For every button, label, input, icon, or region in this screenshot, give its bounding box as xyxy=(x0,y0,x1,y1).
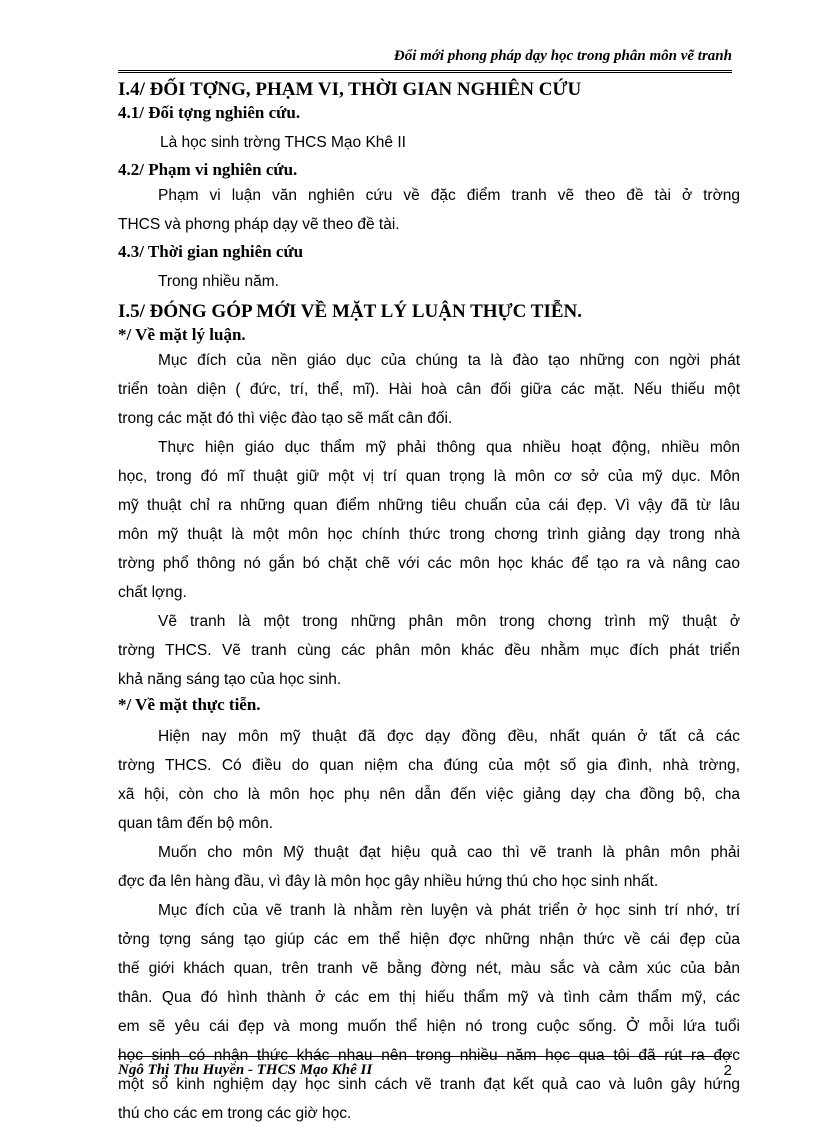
practice-paragraph-2 xyxy=(118,838,740,896)
page-footer xyxy=(118,1062,732,1079)
theory-paragraph-3 xyxy=(118,607,740,694)
text-line: thú cho các em trong các giờ học. xyxy=(118,1105,352,1122)
text-line: trờng THCS. Có điều do quan niệm cha đúng của một số gia đình, nhà trờng, xyxy=(118,757,740,774)
theory-subheading: */ Về mặt lý luận. xyxy=(118,325,246,344)
text-line: tởng tợng sáng tạo giúp các em thể hiện đợc những nhận thức về cái đẹp của xyxy=(118,931,740,948)
text-line: Muốn cho môn Mỹ thuật đạt hiệu quả cao thì vẽ tranh là phân môn phải xyxy=(158,844,740,861)
page-content xyxy=(118,78,740,1128)
text-line: THCS và phơng pháp dạy vẽ theo đề tài. xyxy=(118,216,400,233)
text-line: mỹ thuật chỉ ra những quan điểm những tiêu chuẩn của cái đẹp. Vì vậy đã từ lâu xyxy=(118,497,740,514)
footer-author: Ngô Thị Thu Huyền - THCS Mạo Khê II xyxy=(118,1062,373,1078)
text-line: Mục đích của vẽ tranh là nhằm rèn luyện và phát triển ở học sinh trí nhớ, trí xyxy=(158,902,740,919)
text-line: Phạm vi luận văn nghiên cứu về đặc điểm tranh vẽ theo đề tài ở trờng xyxy=(158,187,740,204)
section-1-4-title: I.4/ ĐỐI TỢNG, PHẠM VI, THỜI GIAN NGHIÊN CỨU xyxy=(118,79,582,100)
theory-paragraph-1 xyxy=(118,346,740,433)
text-line: môn mỹ thuật là một môn học chính thức trong chơng trình giảng dạy trong nhà xyxy=(118,526,740,543)
practice-paragraph-1 xyxy=(118,722,740,838)
text-line: trong các mặt đó thì việc đào tạo sẽ mất cân đối. xyxy=(118,410,453,427)
section-4-2-paragraph xyxy=(118,181,740,239)
header-rule xyxy=(118,70,732,73)
running-header: Đổi mới phong pháp dạy học trong phân môn vẽ tranh xyxy=(393,48,732,64)
text-line: Thực hiện giáo dục thẩm mỹ phải thông qua nhiều hoạt động, nhiều môn xyxy=(158,439,740,456)
practice-paragraph-3 xyxy=(118,896,740,1128)
text-line: quan tâm đến bộ môn. xyxy=(118,815,274,832)
section-4-3-title: 4.3/ Thời gian nghiên cứu xyxy=(118,242,304,261)
text-line: học, trong đó mĩ thuật giữ một vị trí quan trọng là môn cơ sở của mỹ dục. Môn xyxy=(118,468,740,485)
theory-paragraph-2 xyxy=(118,433,740,607)
text-line: thế giới khách quan, trên tranh vẽ bằng đờng nét, màu sắc và cảm xúc của bản xyxy=(118,960,740,977)
section-4-1-text: Là học sinh trờng THCS Mạo Khê II xyxy=(160,134,406,151)
section-1-5-title: I.5/ ĐÓNG GÓP MỚI VỀ MẶT LÝ LUẬN THỰC TIỄN. xyxy=(118,301,582,322)
footer-rule xyxy=(118,1056,732,1057)
text-line: em sẽ yêu cái đẹp và mong muốn thể hiện nó trong cuộc sống. Ở mỗi lứa tuổi xyxy=(118,1018,740,1035)
text-line: triển toàn diện ( đức, trí, thể, mĩ). Hài hoà cân đối giữa các mặt. Nếu thiếu một xyxy=(118,381,740,398)
text-line: trờng phổ thông nó gắn bó chặt chẽ với các môn học khác để tạo ra và nâng cao xyxy=(118,555,740,572)
section-4-3-text: Trong nhiều năm. xyxy=(158,273,279,290)
text-line: thân. Qua đó hình thành ở các em thị hiếu thẩm mỹ và tình cảm thẩm mỹ, các xyxy=(118,989,740,1006)
text-line: đợc đa lên hàng đầu, vì đây là môn học gây nhiều hứng thú cho học sinh nhất. xyxy=(118,873,659,890)
text-line: Mục đích của nền giáo dục của chúng ta là đào tạo những con ngời phát xyxy=(158,352,740,369)
text-line: chất lợng. xyxy=(118,584,187,601)
section-4-2-title: 4.2/ Phạm vi nghiên cứu. xyxy=(118,160,298,179)
section-4-1-title: 4.1/ Đối tợng nghiên cứu. xyxy=(118,103,301,122)
text-line: khả năng sáng tạo của học sinh. xyxy=(118,671,342,688)
text-line: học sinh có nhận thức khác nhau nên trong nhiều năm học qua tôi đã rút ra đợc xyxy=(118,1047,740,1064)
page-number: 2 xyxy=(723,1062,732,1079)
text-line: một số kinh nghiệm dạy học sinh cách vẽ tranh đạt kết quả cao và luôn gây hứng xyxy=(118,1076,740,1093)
text-line: Hiện nay môn mỹ thuật đã đợc dạy đồng đều, nhất quán ở tất cả các xyxy=(158,728,740,745)
practice-subheading: */ Về mặt thực tiễn. xyxy=(118,695,261,714)
text-line: trờng THCS. Vẽ tranh cùng các phân môn khác đều nhằm mục đích phát triển xyxy=(118,642,740,659)
text-line: xã hội, còn cho là môn học phụ nên dẫn đến việc giảng dạy cha đồng bộ, cha xyxy=(118,786,740,803)
text-line: Vẽ tranh là một trong những phân môn trong chơng trình mỹ thuật ở xyxy=(158,613,740,630)
